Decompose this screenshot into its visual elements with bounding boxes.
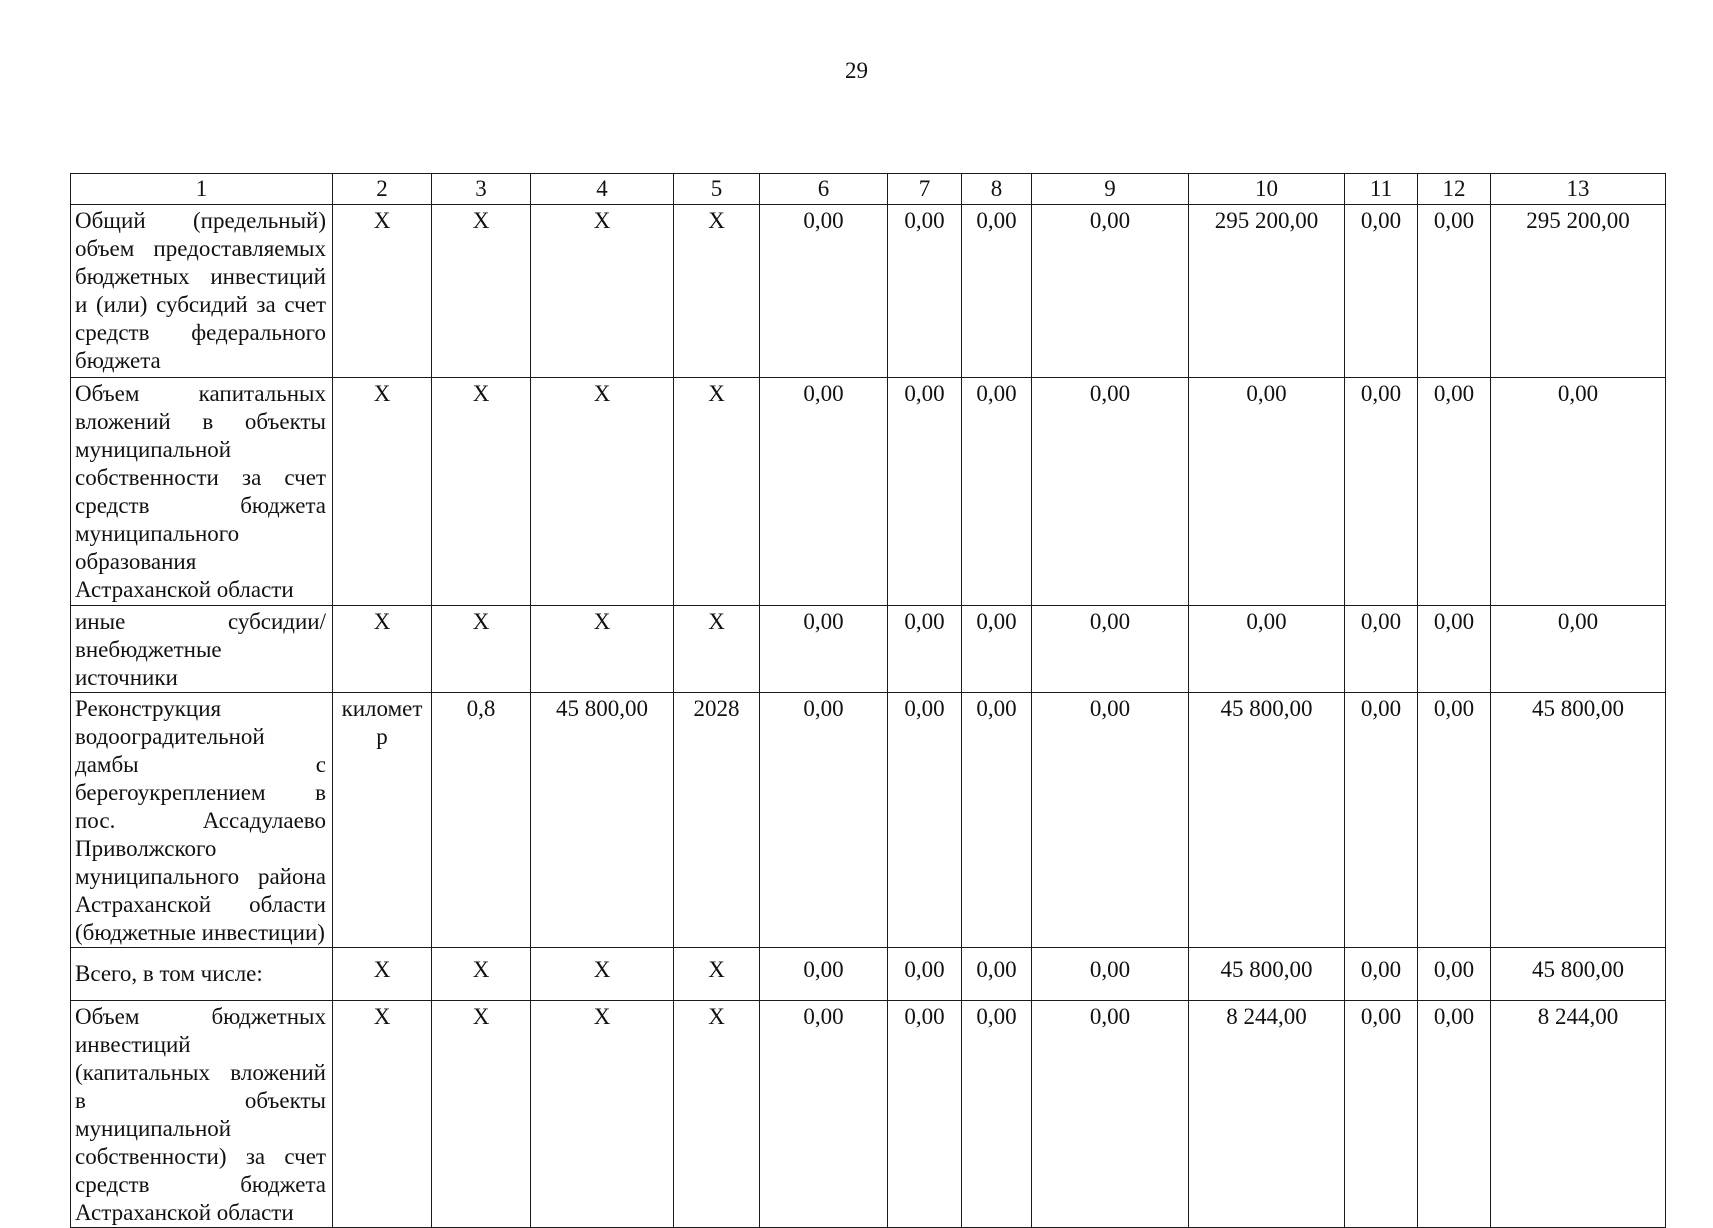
table-cell: 0,00: [888, 378, 962, 606]
table-cell: 0,00: [1345, 606, 1418, 693]
column-number: 6: [760, 174, 888, 205]
table-row: [71, 205, 1666, 378]
table-cell: X: [333, 606, 432, 693]
table-cell: 0,00: [888, 1001, 962, 1228]
table-cell: 0,00: [962, 948, 1032, 1001]
table-cell: X: [531, 606, 674, 693]
table-cell: X: [674, 606, 760, 693]
row-description: Общий (предельный) объем предоставляемых бюджетных инвестиций и (или) субсидий за счет средств федерального бюджета: [71, 205, 333, 378]
table-cell: 0,00: [962, 693, 1032, 948]
table-cell: X: [531, 378, 674, 606]
table-cell: 0,00: [1418, 693, 1491, 948]
column-number: 12: [1418, 174, 1491, 205]
table-cell: 0,8: [432, 693, 531, 948]
row-description: Всего, в том числе:: [71, 948, 333, 1001]
table-cell: 0,00: [1032, 205, 1189, 378]
table-cell: 0,00: [1189, 378, 1345, 606]
table-cell: 0,00: [1345, 1001, 1418, 1228]
column-number: 3: [432, 174, 531, 205]
table-cell: 0,00: [760, 606, 888, 693]
table-cell: X: [333, 378, 432, 606]
budget-table: [70, 173, 1666, 1228]
table-cell: 0,00: [1491, 378, 1666, 606]
table-cell: 0,00: [1345, 693, 1418, 948]
column-number: 1: [71, 174, 333, 205]
table-cell: 0,00: [962, 1001, 1032, 1228]
table-cell: 0,00: [1418, 378, 1491, 606]
table-cell: 0,00: [1032, 378, 1189, 606]
table-cell: 0,00: [760, 948, 888, 1001]
table-cell: X: [432, 948, 531, 1001]
table-cell: 0,00: [760, 1001, 888, 1228]
table-cell: X: [674, 948, 760, 1001]
table-row: [71, 693, 1666, 948]
table-cell: 0,00: [888, 606, 962, 693]
table-cell: километр: [333, 693, 432, 948]
table-row: [71, 948, 1666, 1001]
table-cell: 0,00: [760, 693, 888, 948]
table-cell: 45 800,00: [1189, 693, 1345, 948]
table-cell: X: [432, 378, 531, 606]
table-cell: 0,00: [1345, 378, 1418, 606]
table-cell: 0,00: [1032, 948, 1189, 1001]
row-description: Объем бюджетных инвестиций (капитальных вложений в объекты муниципальной собственности) за счет средств бюджета Астраханской области: [71, 1001, 333, 1228]
table-cell: 0,00: [1418, 1001, 1491, 1228]
column-number: 5: [674, 174, 760, 205]
table-cell: X: [674, 378, 760, 606]
page-number: 29: [845, 58, 868, 83]
column-number: 7: [888, 174, 962, 205]
table-row: [71, 606, 1666, 693]
table-cell: X: [432, 205, 531, 378]
row-description: Реконструкция водооградительной дамбы с берегоукреплением в пос. Ассадулаево Приволжского муниципального района Астраханской области (бюджетные инвестиции): [71, 693, 333, 948]
table-cell: 0,00: [1032, 693, 1189, 948]
table-cell: 0,00: [1032, 606, 1189, 693]
table-cell: 0,00: [1345, 948, 1418, 1001]
table-cell: X: [531, 948, 674, 1001]
table-cell: 0,00: [760, 378, 888, 606]
table-cell: X: [531, 205, 674, 378]
table-cell: 0,00: [962, 205, 1032, 378]
column-number-row: [71, 174, 1666, 205]
table-cell: 0,00: [760, 205, 888, 378]
table-cell: 0,00: [1418, 205, 1491, 378]
table-cell: 0,00: [1418, 948, 1491, 1001]
table-cell: 295 200,00: [1491, 205, 1666, 378]
column-number: 13: [1491, 174, 1666, 205]
table-cell: 0,00: [962, 378, 1032, 606]
table-cell: 0,00: [888, 205, 962, 378]
column-number: 4: [531, 174, 674, 205]
table-cell: X: [674, 1001, 760, 1228]
table-cell: 45 800,00: [1189, 948, 1345, 1001]
table-cell: X: [674, 205, 760, 378]
table-cell: X: [432, 606, 531, 693]
table-cell: 45 800,00: [1491, 948, 1666, 1001]
table-cell: X: [531, 1001, 674, 1228]
column-number: 8: [962, 174, 1032, 205]
table-cell: 2028: [674, 693, 760, 948]
table-row: [71, 1001, 1666, 1228]
table-cell: 0,00: [1491, 606, 1666, 693]
table-cell: X: [333, 205, 432, 378]
table-cell: X: [432, 1001, 531, 1228]
column-number: 10: [1189, 174, 1345, 205]
table-cell: 8 244,00: [1491, 1001, 1666, 1228]
table-cell: 0,00: [1032, 1001, 1189, 1228]
table-cell: 295 200,00: [1189, 205, 1345, 378]
table-cell: 0,00: [1418, 606, 1491, 693]
table-cell: 8 244,00: [1189, 1001, 1345, 1228]
column-number: 2: [333, 174, 432, 205]
table-cell: 0,00: [1189, 606, 1345, 693]
column-number: 9: [1032, 174, 1189, 205]
table-cell: 0,00: [962, 606, 1032, 693]
table-cell: 0,00: [888, 948, 962, 1001]
table-row: [71, 378, 1666, 606]
table-cell: 0,00: [1345, 205, 1418, 378]
table-cell: 45 800,00: [531, 693, 674, 948]
row-description: Объем капитальных вложений в объекты муниципальной собственности за счет средств бюджета муниципального образования Астраханской области: [71, 378, 333, 606]
table-cell: X: [333, 948, 432, 1001]
row-description: иные субсидии/ внебюджетные источники: [71, 606, 333, 693]
table-cell: 45 800,00: [1491, 693, 1666, 948]
table-cell: 0,00: [888, 693, 962, 948]
table-cell: X: [333, 1001, 432, 1228]
column-number: 11: [1345, 174, 1418, 205]
